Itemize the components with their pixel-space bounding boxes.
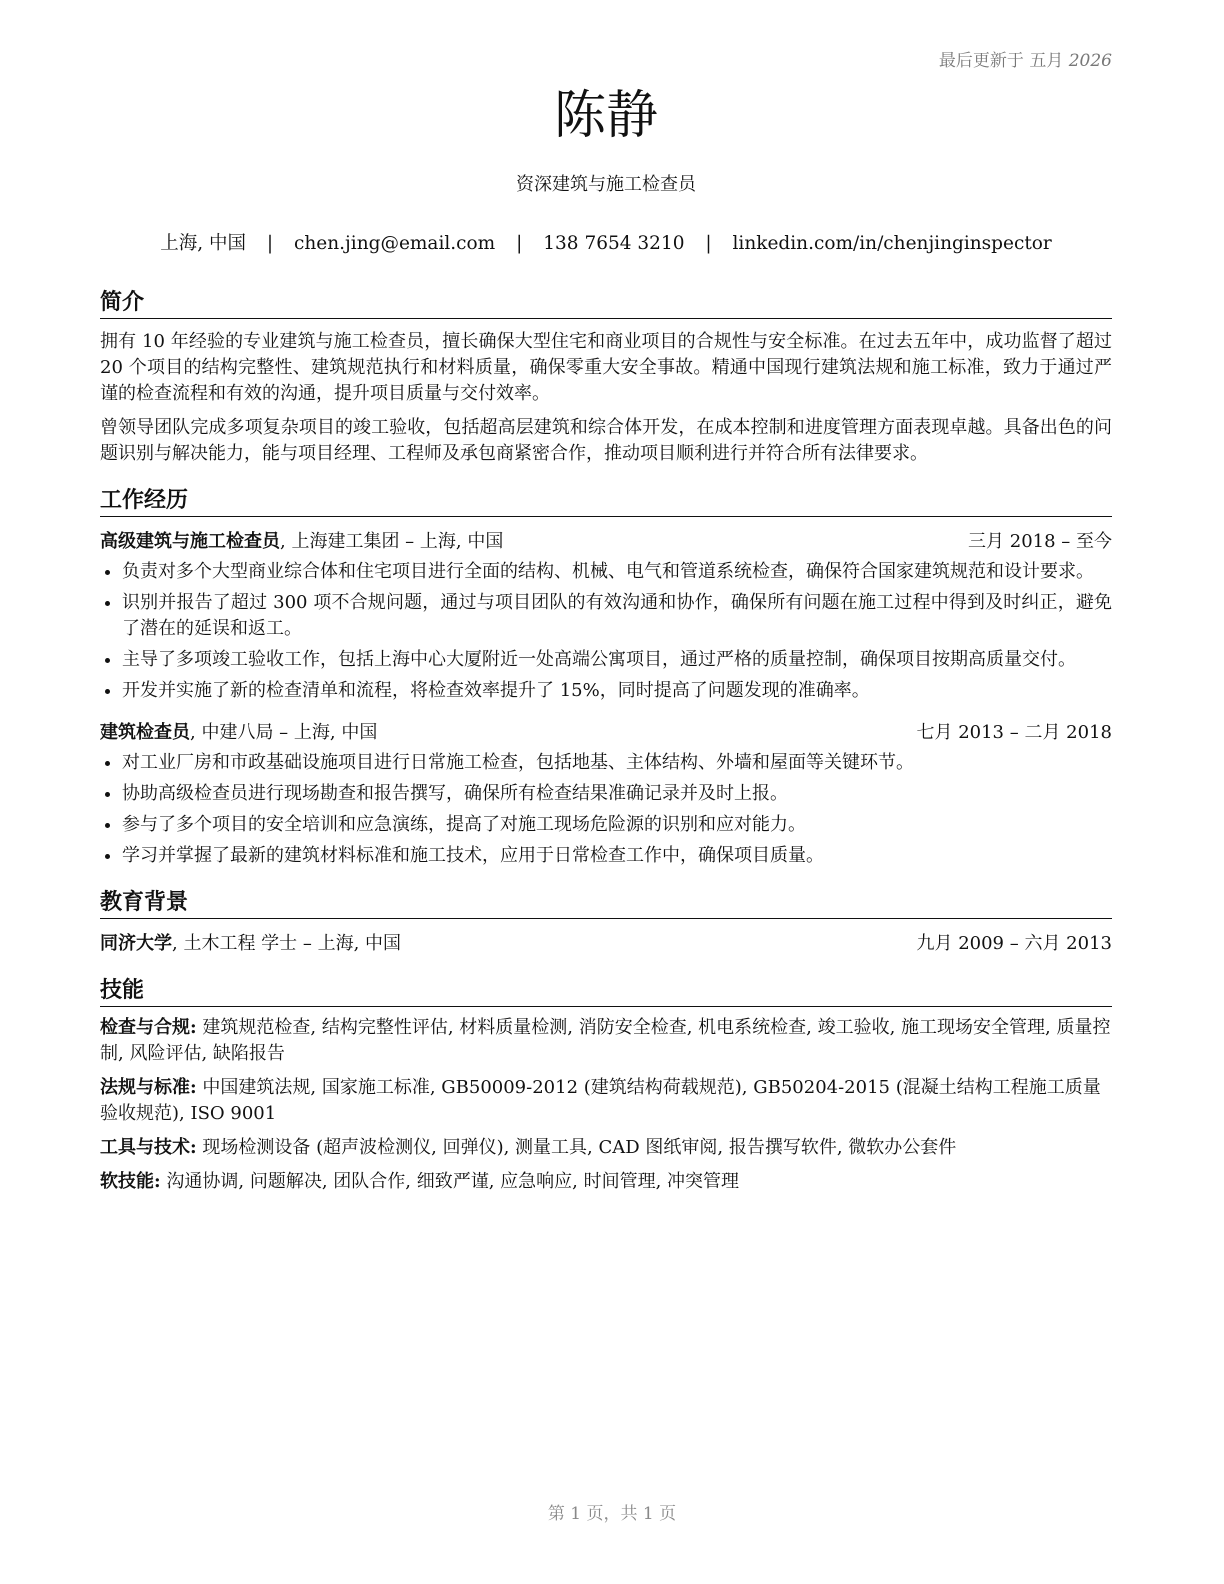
summary-paragraph: 曾领导团队完成多项复杂项目的竣工验收，包括超高层建筑和综合体开发，在成本控制和进度管理方面表现卓越。具备出色的问题识别与解决能力，能与项目经理、工程师及承包商紧密合作，推动项目顺利进行并符合所有法律要求。	[100, 417, 1112, 464]
job-dates: 七月 2013 – 二月 2018	[916, 722, 1112, 743]
contact-line	[100, 229, 1112, 255]
skill-group-text: 沟通协调, 问题解决, 团队合作, 细致严谨, 应急响应, 时间管理, 冲突管理	[160, 1171, 740, 1192]
skills-section	[100, 973, 1112, 1195]
job-header	[100, 720, 1112, 746]
job-bullet: • 协助高级检查员进行现场勘查和报告撰写，确保所有检查结果准确记录并及时上报。	[122, 781, 1112, 807]
skill-group-text: 现场检测设备 (超声波检测仪, 回弹仪), 测量工具, CAD 图纸审阅, 报告撰写软件, 微软办公套件	[196, 1137, 957, 1158]
job-dates: 三月 2018 – 至今	[968, 531, 1112, 552]
job-role: 高级建筑与施工检查员	[100, 531, 280, 552]
contact-email[interactable]: chen.jing@email.com	[294, 233, 496, 254]
contact-linkedin[interactable]: linkedin.com/in/chenjinginspector	[732, 233, 1052, 254]
job-org: , 中建八局 – 上海, 中国	[190, 722, 378, 743]
skill-group	[100, 1075, 1112, 1127]
job-role: 建筑检查员	[100, 722, 190, 743]
summary-paragraph: 拥有 10 年经验的专业建筑与施工检查员，擅长确保大型住宅和商业项目的合规性与安全标准。在过去五年中，成功监督了超过 20 个项目的结构完整性、建筑规范执行和材料质量，确保零重大安全事故。精通中国现行建筑法规和施工标准，致力于通过严谨的检查流程和有效的沟通，提升项目质量与交付效率。	[100, 331, 1112, 404]
job-role-org	[100, 529, 503, 555]
candidate-title: 资深建筑与施工检查员	[516, 174, 696, 195]
skill-group	[100, 1015, 1112, 1067]
skill-group-label: 软技能:	[100, 1171, 161, 1192]
contact-location: 上海, 中国	[160, 233, 246, 254]
education-section	[100, 885, 1112, 957]
contact-phone: 138 7654 3210	[543, 233, 685, 254]
job-entry	[100, 720, 1112, 869]
job-role-org	[100, 720, 377, 746]
summary-section	[100, 285, 1112, 467]
last-updated-year: 2026	[1068, 51, 1112, 71]
job-entry	[100, 529, 1112, 704]
job-bullet: • 参与了多个项目的安全培训和应急演练，提高了对施工现场危险源的识别和应对能力。	[122, 812, 1112, 838]
section-title-skills: 技能	[100, 973, 1112, 1007]
contact-separator: |	[705, 233, 712, 254]
skill-group-text: 中国建筑法规, 国家施工标准, GB50009-2012 (建筑结构荷载规范), GB50204-2015 (混凝土结构工程施工质量验收规范), ISO 9001	[100, 1077, 1101, 1124]
skill-group	[100, 1169, 1112, 1195]
last-updated	[939, 46, 1112, 71]
education-detail: , 土木工程 学士 – 上海, 中国	[172, 933, 402, 954]
job-bullet: • 主导了多项竣工验收工作，包括上海中心大厦附近一处高端公寓项目，通过严格的质量控制，确保项目按期高质量交付。	[122, 647, 1112, 673]
job-bullets	[100, 559, 1112, 704]
education-school: 同济大学	[100, 933, 172, 954]
job-bullet: • 识别并报告了超过 300 项不合规问题，通过与项目团队的有效沟通和协作，确保所有问题在施工过程中得到及时纠正，避免了潜在的延误和返工。	[122, 590, 1112, 642]
candidate-name: 陈静	[553, 86, 658, 146]
skill-group-label: 法规与标准:	[100, 1077, 197, 1098]
job-header	[100, 529, 1112, 555]
job-org: , 上海建工集团 – 上海, 中国	[280, 531, 504, 552]
skill-group-label: 检查与合规:	[100, 1017, 197, 1038]
page-number: 第 1 页，共 1 页	[547, 1504, 677, 1524]
job-bullet: • 学习并掌握了最新的建筑材料标准和施工技术，应用于日常检查工作中，确保项目质量。	[122, 843, 1112, 869]
section-title-summary: 简介	[100, 285, 1112, 319]
contact-separator: |	[266, 233, 274, 254]
contact-separator: |	[516, 233, 523, 254]
last-updated-label: 最后更新于 五月	[938, 51, 1064, 71]
job-bullet: • 开发并实施了新的检查清单和流程，将检查效率提升了 15%，同时提高了问题发现的准确率。	[122, 678, 1112, 704]
skill-group-text: 建筑规范检查, 结构完整性评估, 材料质量检测, 消防安全检查, 机电系统检查, 竣工验收, 施工现场安全管理, 质量控制, 风险评估, 缺陷报告	[100, 1017, 1111, 1064]
job-bullet: • 负责对多个大型商业综合体和住宅项目进行全面的结构、机械、电气和管道系统检查，确保符合国家建筑规范和设计要求。	[122, 559, 1112, 585]
experience-section	[100, 483, 1112, 869]
skill-group-label: 工具与技术:	[100, 1137, 197, 1158]
section-title-experience: 工作经历	[100, 483, 1112, 517]
education-school-detail	[100, 931, 401, 957]
education-dates: 九月 2009 – 六月 2013	[916, 933, 1112, 954]
job-bullets	[100, 750, 1112, 869]
skill-group	[100, 1135, 1112, 1161]
job-bullet: • 对工业厂房和市政基础设施项目进行日常施工检查，包括地基、主体结构、外墙和屋面等关键环节。	[122, 750, 1112, 776]
section-title-education: 教育背景	[100, 885, 1112, 919]
education-entry	[100, 931, 1112, 957]
